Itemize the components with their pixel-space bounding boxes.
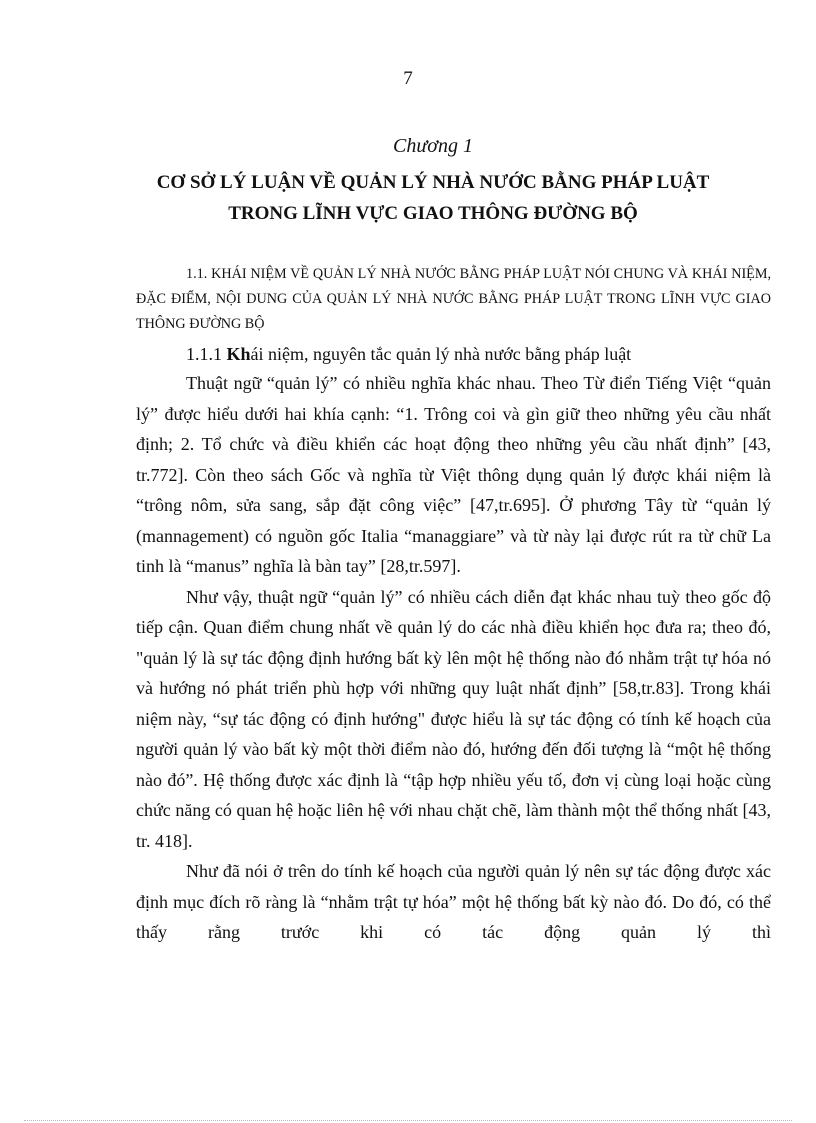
section-heading: 1.1. KHÁI NIỆM VỀ QUẢN LÝ NHÀ NƯỚC BẰNG PHÁP LUẬT NÓI CHUNG VÀ KHÁI NIỆM, ĐẶC ĐIỂM, NỘI DUNG CỦA QUẢN LÝ NHÀ NƯỚC BẰNG PHÁP LUẬT TRONG LĨNH VỰC GIAO THÔNG ĐƯỜNG BỘ <box>136 266 771 332</box>
subsection-heading <box>186 341 786 367</box>
chapter-title-line1: CƠ SỞ LÝ LUẬN VỀ QUẢN LÝ NHÀ NƯỚC BẰNG PHÁP LUẬT <box>156 172 710 193</box>
subsection-title-bold: Kh <box>226 344 251 364</box>
subsection-number: 1.1.1 <box>186 344 222 364</box>
page-footer-divider <box>24 1120 792 1121</box>
paragraph: Thuật ngữ “quản lý” có nhiều nghĩa khác nhau. Theo Từ điển Tiếng Việt “quản lý” được hiểu dưới hai khía cạnh: “1. Trông coi và gìn giữ theo những yêu cầu nhất định; 2. Tổ chức và điều khiển các hoạt động theo những yêu cầu nhất định” [43, tr.772]. Còn theo sách Gốc và nghĩa từ Việt thông dụng quản lý được khái niệm là “trông nôm, sửa sang, sắp đặt công việc” [47,tr.695]. Ở phương Tây từ “quản lý (mannagement) có nguồn gốc Italia “managgiare” và từ này lại được rút ra từ chữ La tinh là “manus” nghĩa là bàn tay” [28,tr.597]. <box>136 373 771 576</box>
body-text <box>136 368 771 948</box>
paragraph: Như vậy, thuật ngữ “quản lý” có nhiều cách diễn đạt khác nhau tuỳ theo gốc độ tiếp cận. Quan điểm chung nhất về quản lý do các nhà điều khiển học đưa ra; theo đó, "quản lý là sự tác động định hướng bất kỳ lên một hệ thống nào đó nhằm trật tự hóa nó và hướng nó phát triển phù hợp với những quy luật nhất định” [58,tr.83]. Trong khái niệm này, “sự tác động có định hướng" được hiểu là sự tác động có tính kế hoạch của người quản lý vào bất kỳ một thời điểm nào đó, hướng đến đối tượng là “một hệ thống nào đó”. Hệ thống được xác định là “tập hợp nhiều yếu tố, đơn vị cùng loại hoặc cùng chức năng có quan hệ hoặc liên hệ với nhau chặt chẽ, làm thành một thể thống nhất [43, tr. 418]. <box>136 586 771 851</box>
chapter-title <box>110 167 756 229</box>
paragraph: Như đã nói ở trên do tính kế hoạch của người quản lý nên sự tác động được xác định mục đích rõ ràng là “nhằm trật tự hóa” một hệ thống bất kỳ nào đó. Do đó, có thể thấy rằng trước khi có tác động quản lý thì <box>136 861 771 942</box>
chapter-title-line2: TRONG LĨNH VỰC GIAO THÔNG ĐƯỜNG BỘ <box>228 203 638 224</box>
subsection-title-rest: ái niệm, nguyên tắc quản lý nhà nước bằng pháp luật <box>250 344 632 364</box>
chapter-label: Chương 1 <box>393 135 473 157</box>
page-number: 7 <box>403 68 413 89</box>
